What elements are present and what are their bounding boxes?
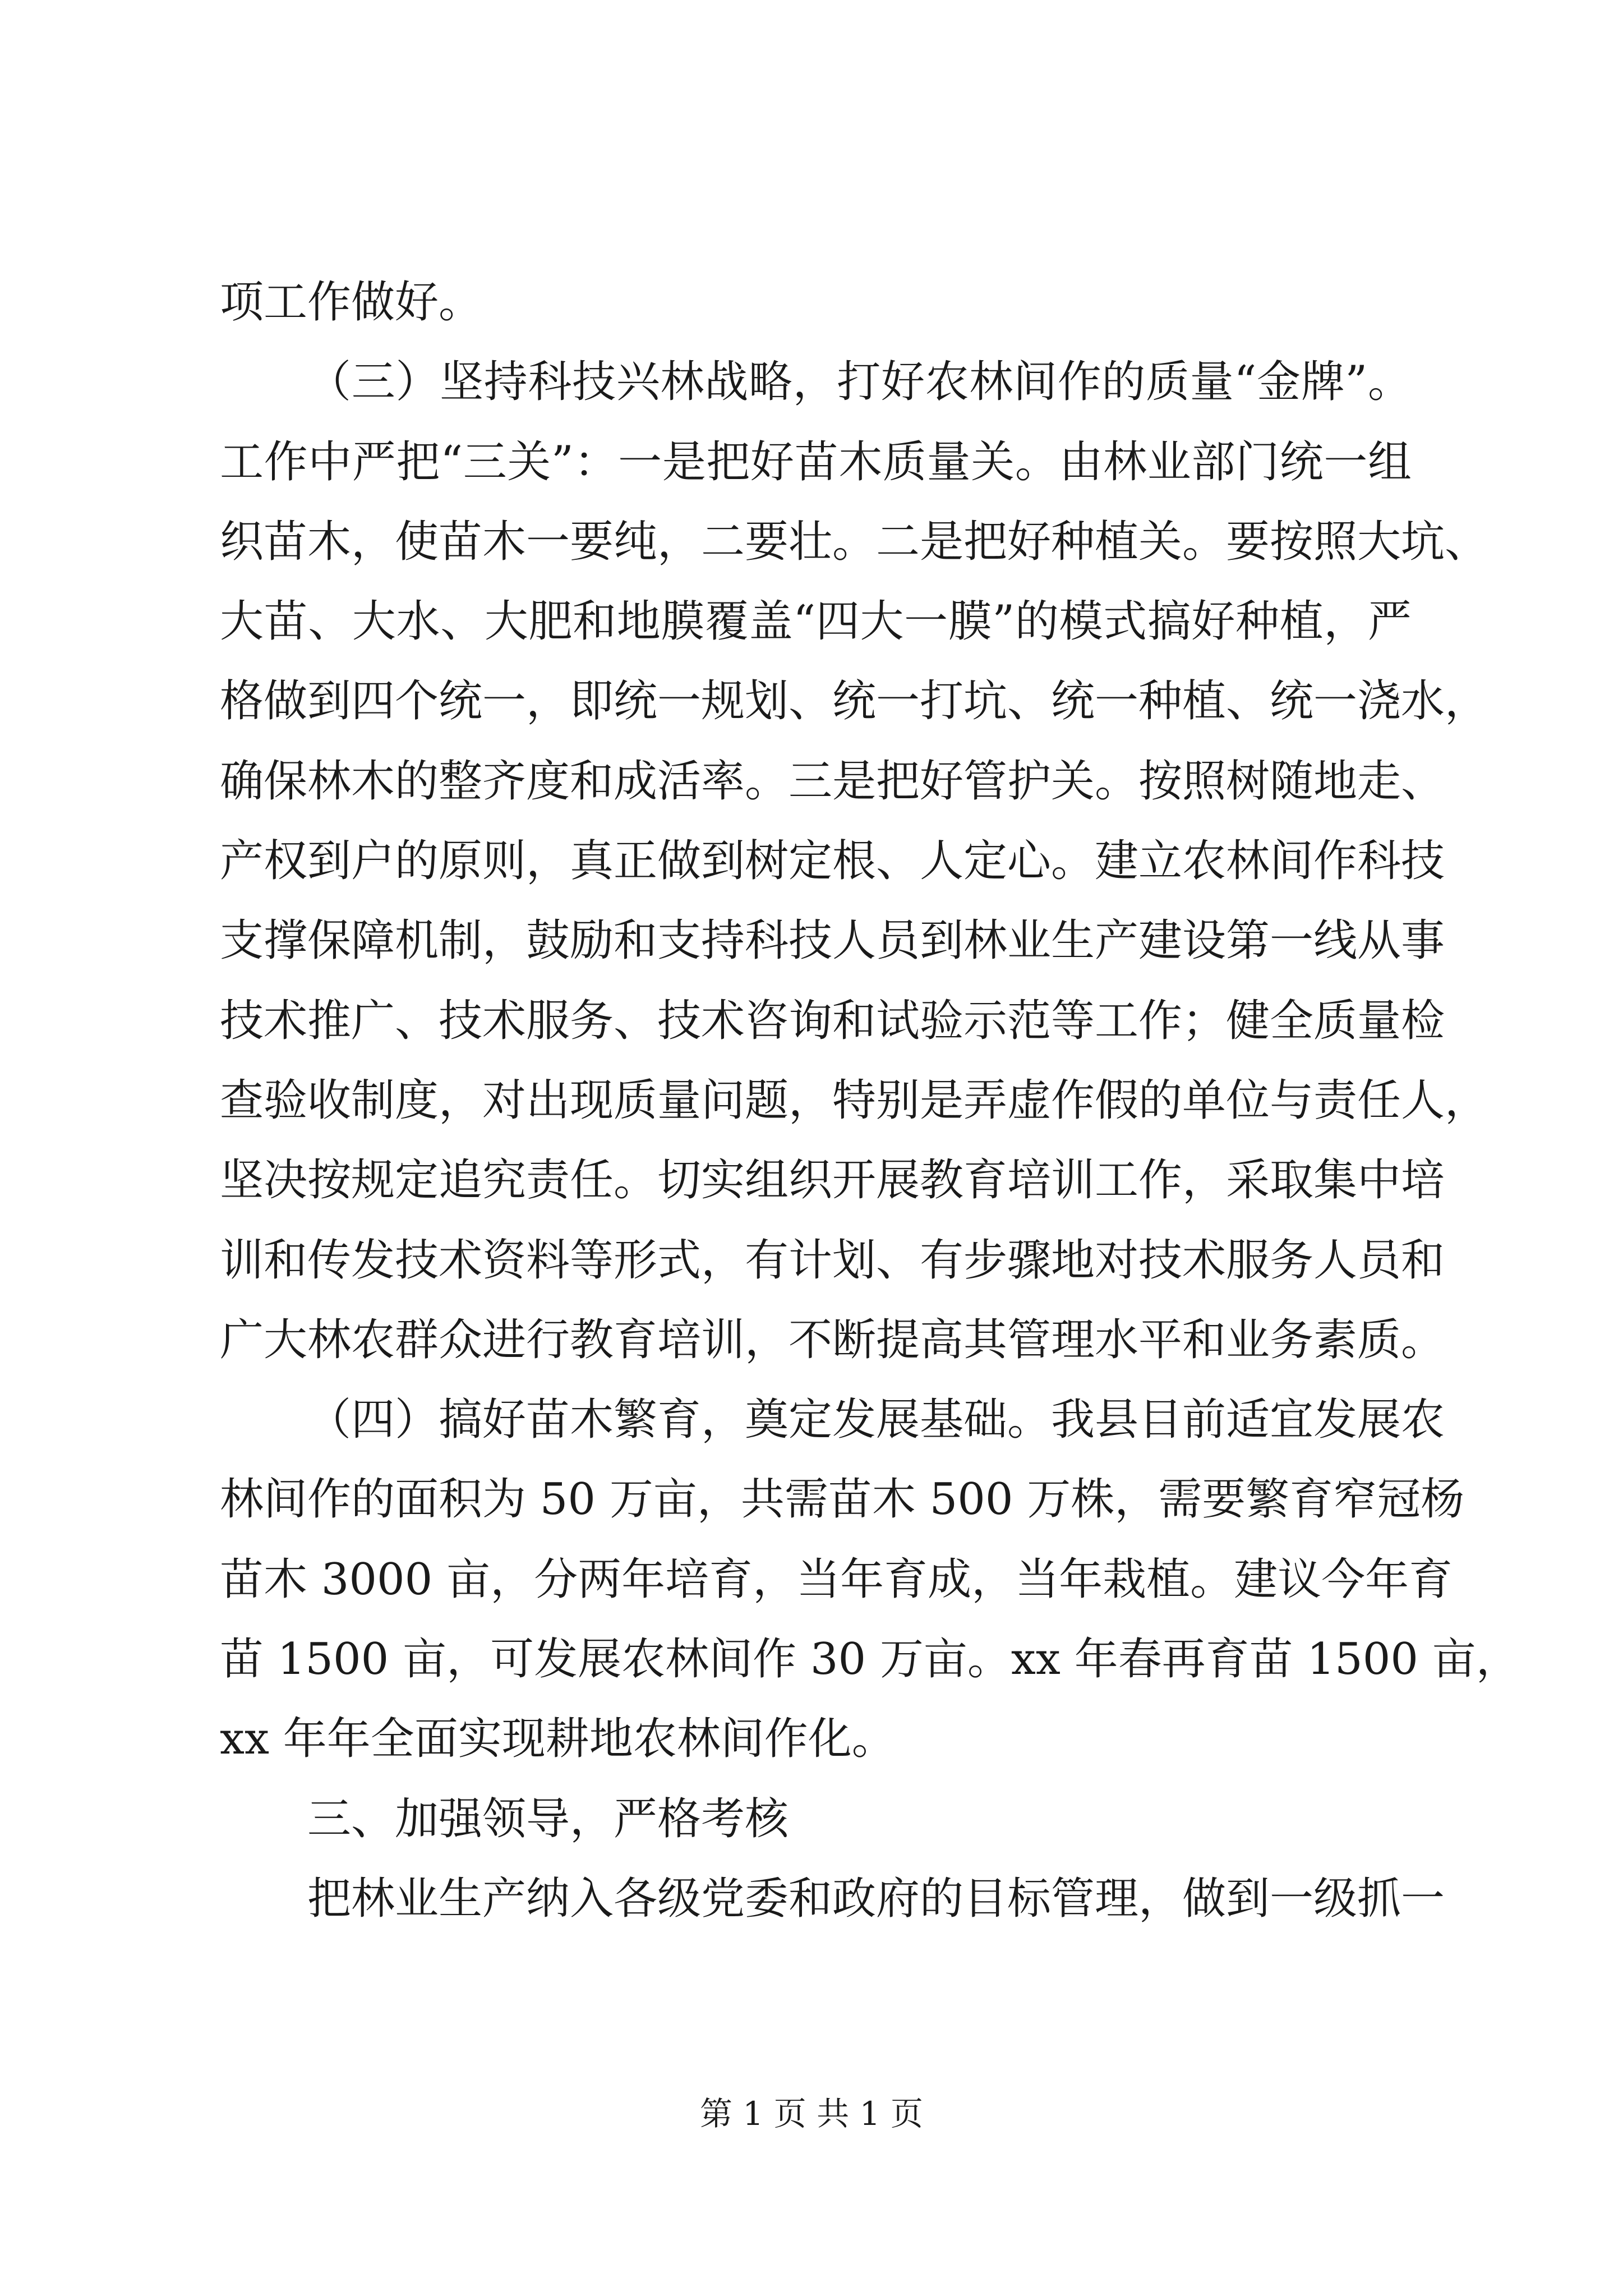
text-line: 坚决按规定追究责任。切实组织开展教育培训工作，采取集中培 [220,1155,1445,1206]
text-line: 苗 1500 亩，可发展农林间作 30 万亩。xx 年春再育苗 1500 亩， [220,1634,1520,1685]
text-line: 查验收制度，对出现质量问题，特别是弄虚作假的单位与责任人， [220,1075,1489,1126]
text-line: xx 年年全面实现耕地农林间作化。 [220,1714,896,1765]
text-line: 产权到户的原则，真正做到树定根、人定心。建立农林间作科技 [220,836,1445,887]
section-heading-major: 三、加强领导，严格考核 [307,1793,789,1844]
text-line: 确保林木的整齐度和成活率。三是把好管护关。按照树随地走、 [220,756,1445,807]
text-line: 大苗、大水、大肥和地膜覆盖“四大一膜”的模式搞好种植，严 [220,596,1412,647]
page-footer [0,2091,1623,2136]
text-line: 林间作的面积为 50 万亩，共需苗木 500 万株，需要繁育窄冠杨 [220,1474,1465,1525]
page-number-label: 第 1 页 共 1 页 [700,2095,923,2133]
text-line: 格做到四个统一，即统一规划、统一打坑、统一种植、统一浇水， [220,676,1489,727]
text-line: 苗木 3000 亩，分两年培育，当年育成，当年栽植。建议今年育 [220,1554,1453,1605]
text-line: 织苗木，使苗木一要纯，二要壮。二是把好种植关。要按照大坑、 [220,516,1489,567]
text-line: 把林业生产纳入各级党委和政府的目标管理，做到一级抓一 [307,1873,1445,1924]
section-heading-4: （四）搞好苗木繁育，奠定发展基础。我县目前适宜发展农 [307,1395,1445,1446]
text-line: 工作中严把“三关”：一是把好苗木质量关。由林业部门统一组 [220,436,1412,487]
text-line: 训和传发技术资料等形式，有计划、有步骤地对技术服务人员和 [220,1235,1445,1286]
document-body [220,263,1520,1939]
text-line: 技术推广、技术服务、技术咨询和试验示范等工作；健全质量检 [220,995,1445,1046]
text-line: 支撑保障机制，鼓励和支持科技人员到林业生产建设第一线从事 [220,915,1445,967]
text-line: 项工作做好。 [220,277,483,328]
text-line: 广大林农群众进行教育培训，不断提高其管理水平和业务素质。 [220,1314,1445,1365]
section-heading-3: （三）坚持科技兴林战略，打好农林间作的质量“金牌”。 [307,357,1412,408]
